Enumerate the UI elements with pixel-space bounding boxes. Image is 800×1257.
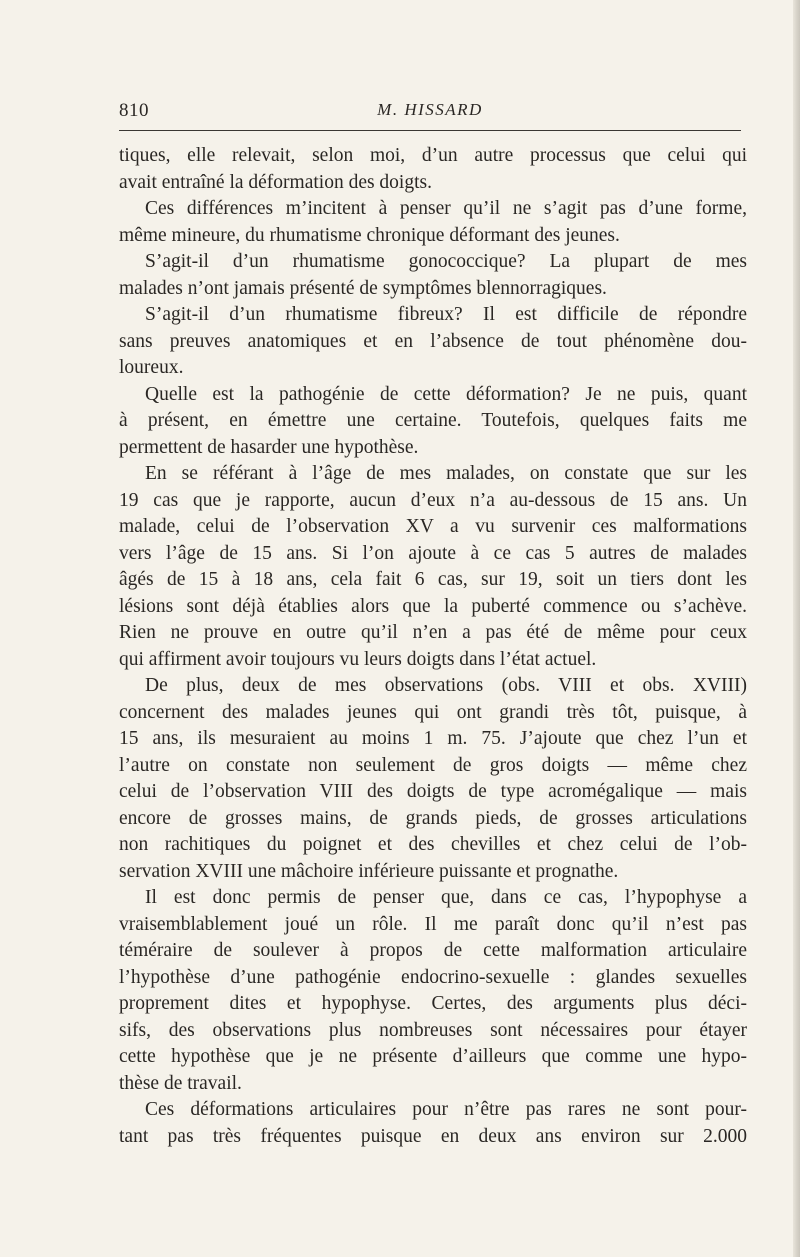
text-line: l’autre on constate non seulement de gros doigts — même chez — [119, 754, 747, 776]
text-line: qui affirment avoir toujours vu leurs doigts dans l’état actuel. — [119, 648, 597, 670]
running-head-author: M. HISSARD — [377, 100, 483, 119]
text-line: avait entraîné la déformation des doigts. — [119, 171, 432, 193]
page-edge-shadow — [793, 0, 800, 1257]
text-line: Ces déformations articulaires pour n’être pas rares ne sont pour- — [145, 1099, 747, 1120]
text-line: S’agit-il d’un rhumatisme fibreux? Il est difficile de répondre — [145, 304, 747, 325]
text-line: Rien ne prouve en outre qu’il n’en a pas été de même pour ceux — [119, 622, 747, 643]
text-line: âgés de 15 à 18 ans, cela fait 6 cas, sur 19, soit un tiers dont les — [119, 569, 747, 590]
text-line: cette hypothèse que je ne présente d’ailleurs que comme une hypo- — [119, 1046, 747, 1067]
text-line: malades n’ont jamais présenté de symptômes blennorragiques. — [119, 277, 607, 299]
header-rule — [119, 130, 741, 131]
text-line: S’agit-il d’un rhumatisme gonococcique? La plupart de mes — [145, 251, 747, 272]
page-number: 810 — [119, 100, 149, 121]
text-line: non rachitiques du poignet et des chevilles et chez celui de l’ob- — [119, 834, 747, 855]
text-line: proprement dites et hypophyse. Certes, des arguments plus déci- — [119, 993, 747, 1014]
text-line: Il est donc permis de penser que, dans ce cas, l’hypophyse a — [145, 887, 747, 908]
text-line: téméraire de soulever à propos de cette malformation articulaire — [119, 940, 747, 961]
text-line: encore de grosses mains, de grands pieds, de grosses articulations — [119, 807, 747, 829]
text-line: 15 ans, ils mesuraient au moins 1 m. 75. J’ajoute que chez l’un et — [119, 728, 747, 749]
text-line: loureux. — [119, 357, 184, 378]
text-line: Ces différences m’incitent à penser qu’il ne s’agit pas d’une forme, — [145, 198, 747, 219]
text-line: tiques, elle relevait, selon moi, d’un autre processus que celui qui — [119, 145, 747, 166]
text-line: tant pas très fréquentes puisque en deux ans environ sur 2.000 — [119, 1125, 747, 1147]
text-line: vers l’âge de 15 ans. Si l’on ajoute à ce cas 5 autres de malades — [119, 542, 747, 564]
text-line: même mineure, du rhumatisme chronique déformant des jeunes. — [119, 224, 620, 246]
text-line: 19 cas que je rapporte, aucun d’eux n’a au-dessous de 15 ans. Un — [119, 489, 747, 511]
running-head — [119, 100, 741, 126]
text-line: sifs, des observations plus nombreuses sont nécessaires pour étayer — [119, 1019, 747, 1041]
text-line: vraisemblablement joué un rôle. Il me paraît donc qu’il n’est pas — [119, 913, 747, 935]
text-line: malade, celui de l’observation XV a vu survenir ces malformations — [119, 516, 747, 537]
body-text — [119, 143, 747, 1150]
text-line: concernent des malades jeunes qui ont grandi très tôt, puisque, à — [119, 701, 747, 723]
text-line: l’hypothèse d’une pathogénie endocrino-sexuelle : glandes sexuelles — [119, 966, 747, 988]
text-line: servation XVIII une mâchoire inférieure puissante et prognathe. — [119, 860, 619, 882]
text-line: à présent, en émettre une certaine. Toutefois, quelques faits me — [119, 410, 747, 431]
text-line: Quelle est la pathogénie de cette déformation? Je ne puis, quant — [145, 383, 747, 405]
text-line: sans preuves anatomiques et en l’absence de tout phénomène dou- — [119, 330, 747, 352]
text-line: thèse de travail. — [119, 1072, 242, 1094]
text-line: lésions sont déjà établies alors que la puberté commence ou s’achève. — [119, 595, 747, 617]
text-line: permettent de hasarder une hypothèse. — [119, 436, 419, 458]
text-line: En se référant à l’âge de mes malades, on constate que sur les — [145, 463, 747, 484]
text-line: celui de l’observation VIII des doigts de type acromégalique — mais — [119, 781, 747, 802]
text-line: De plus, deux de mes observations (obs. VIII et obs. XVIII) — [145, 675, 747, 696]
